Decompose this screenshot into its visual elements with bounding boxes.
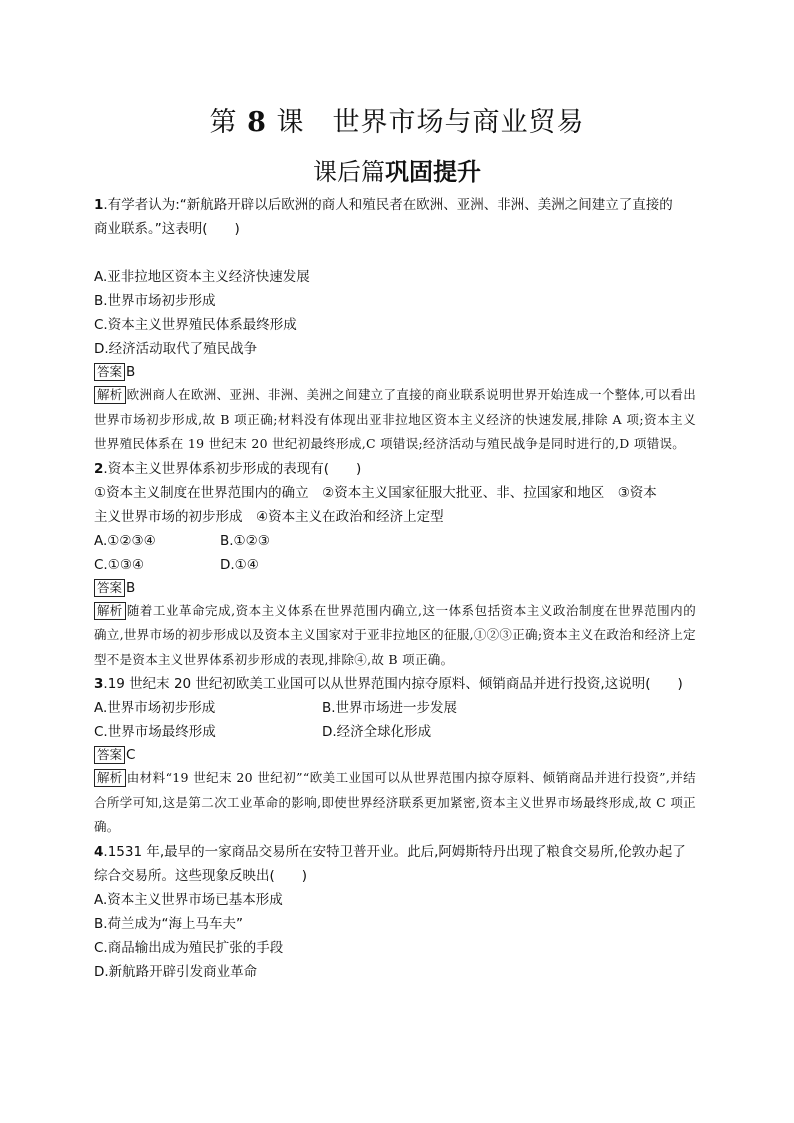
answer-tag: 答案 xyxy=(94,579,125,597)
question-4-stem-cont: 综合交易所。这些现象反映出( ) xyxy=(94,867,308,884)
answer-value: B xyxy=(126,579,136,596)
question-3-answer xyxy=(94,744,696,766)
question-text: .有学者认为:“新航路开辟以后欧洲的商人和殖民者在欧洲、亚洲、非洲、美洲之间建立了直接的 xyxy=(103,197,673,213)
question-2-analysis xyxy=(94,599,696,673)
question-4-option-c: C.商品输出成为殖民扩张的手段 xyxy=(94,939,284,956)
question-3-option-a: A.世界市场初步形成 xyxy=(94,700,216,716)
questions-body xyxy=(94,193,696,984)
question-3-option-c: C.世界市场最终形成 xyxy=(94,724,216,740)
title-number: 8 xyxy=(247,107,267,138)
question-2-option-a: A.①②③④ xyxy=(94,532,156,549)
analysis-tag: 解析 xyxy=(94,769,126,787)
lesson-title xyxy=(0,100,794,139)
question-3-options-row-1 xyxy=(94,696,696,720)
question-1-option-a: A.亚非拉地区资本主义经济快速发展 xyxy=(94,269,310,285)
question-text: .资本主义世界体系初步形成的表现有( ) xyxy=(103,460,362,477)
question-2-stem-cont: ①资本主义制度在世界范围内的确立 ②资本主义国家征服大批亚、非、拉国家和地区 ③资本 xyxy=(94,484,657,501)
title-main: 世界市场与商业贸易 xyxy=(332,107,585,138)
analysis-text: 随着工业革命完成,资本主义体系在世界范围内确立,这一体系包括资本主义政治制度在世界范围内的确立,世界市场的初步形成以及资本主义国家对于亚非拉地区的征服,①②③正确;资本主义在政治和经济上定型不是资本主义世界体系初步形成的表现,排除④,故 B 项正确。 xyxy=(94,602,696,667)
subtitle-bold: 巩固提升 xyxy=(385,158,481,186)
answer-value: C xyxy=(126,747,136,763)
analysis-tag: 解析 xyxy=(94,602,126,620)
question-number: 4 xyxy=(94,843,104,860)
question-1-option-c: C.资本主义世界殖民体系最终形成 xyxy=(94,317,297,333)
question-text: .1531 年,最早的一家商品交易所在安特卫普开业。此后,阿姆斯特丹出现了粮食交易所,伦敦办起了 xyxy=(103,843,686,860)
question-2-option-c: C.①③④ xyxy=(94,556,145,573)
answer-tag: 答案 xyxy=(94,363,125,381)
subtitle-plain: 课后篇 xyxy=(313,158,385,186)
question-number: 1 xyxy=(94,197,104,213)
question-1-option-b: B.世界市场初步形成 xyxy=(94,293,216,309)
question-1-stem-cont: 商业联系。”这表明( ) xyxy=(94,221,240,237)
question-2-option-d: D.①④ xyxy=(220,556,259,573)
question-1-stem xyxy=(94,193,696,217)
question-2-stem-cont-2: 主义世界市场的初步形成 ④资本主义在政治和经济上定型 xyxy=(94,508,444,525)
analysis-text: 欧洲商人在欧洲、亚洲、非洲、美洲之间建立了直接的商业联系说明世界开始连成一个整体,可以看出世界市场初步形成,故 B 项正确;材料没有体现出亚非拉地区资本主义经济的快速发展,排除 A 项;资本主义世界殖民体系在 19 世纪末 20 世纪初最终形成,C 项错误;经济活动与殖民战争是同时进行的,D 项错误。 xyxy=(94,387,696,451)
question-2-options-row-1 xyxy=(94,529,696,553)
question-1-answer xyxy=(94,361,696,383)
question-number: 2 xyxy=(94,460,104,477)
question-4-option-a: A.资本主义世界市场已基本形成 xyxy=(94,891,283,908)
question-2-answer xyxy=(94,577,696,599)
question-3-stem xyxy=(94,672,696,696)
question-3-option-b: B.世界市场进一步发展 xyxy=(322,700,458,716)
question-2-stem xyxy=(94,457,696,481)
section-subtitle xyxy=(0,152,794,187)
title-suffix: 课 xyxy=(266,107,305,138)
analysis-text: 由材料“19 世纪末 20 世纪初”“欧美工业国可以从世界范围内掠夺原料、倾销商品并进行投资”,并结合所学可知,这是第二次工业革命的影响,即使世界经济联系更加紧密,资本主义世界市场最终形成,故 C 项正确。 xyxy=(94,770,696,834)
question-4-stem xyxy=(94,840,696,864)
answer-tag: 答案 xyxy=(94,746,125,764)
title-prefix: 第 xyxy=(209,107,248,138)
question-number: 3 xyxy=(94,676,104,692)
question-4-option-d: D.新航路开辟引发商业革命 xyxy=(94,963,258,980)
answer-value: B xyxy=(126,364,136,380)
question-1-option-d: D.经济活动取代了殖民战争 xyxy=(94,341,258,357)
question-3-option-d: D.经济全球化形成 xyxy=(322,724,432,740)
question-3-analysis xyxy=(94,766,696,840)
question-3-options-row-2 xyxy=(94,720,696,744)
analysis-tag: 解析 xyxy=(94,386,126,404)
question-1-analysis xyxy=(94,383,696,457)
question-4-option-b: B.荷兰成为“海上马车夫” xyxy=(94,915,244,932)
question-2-option-b: B.①②③ xyxy=(220,532,270,549)
question-2-options-row-2 xyxy=(94,553,696,577)
question-text: .19 世纪末 20 世纪初欧美工业国可以从世界范围内掠夺原料、倾销商品并进行投资,这说明( ) xyxy=(103,676,683,692)
